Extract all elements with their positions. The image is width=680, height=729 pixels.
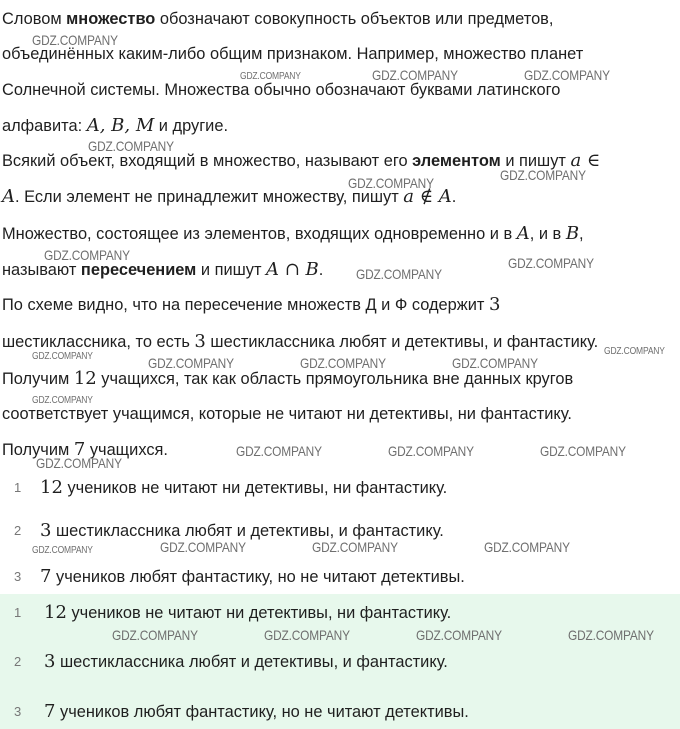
watermark: GDZ.COMPANY bbox=[44, 247, 130, 263]
watermark: GDZ.COMPANY bbox=[452, 355, 538, 371]
answer-index: 2 bbox=[14, 653, 22, 669]
watermark: GDZ.COMPANY bbox=[372, 67, 458, 83]
definition-intersection-line-1: Множество, состоящее из элементов, входящих одновременно и в A, и в B, bbox=[2, 223, 584, 244]
watermark: GDZ.COMPANY bbox=[416, 627, 502, 643]
math-intersection: A ∩ B bbox=[266, 259, 319, 280]
watermark: GDZ.COMPANY bbox=[348, 175, 434, 191]
watermark: GDZ.COMPANY bbox=[236, 443, 322, 459]
answer-item-1: 1 12 учеников не читают ни детективы, ни фантастику. bbox=[14, 476, 448, 498]
solution-line-5: Получим 7 учащихся. bbox=[2, 439, 168, 460]
watermark: GDZ.COMPANY bbox=[32, 32, 118, 48]
watermark: GDZ.COMPANY bbox=[484, 539, 570, 555]
definition-element-line-1: Всякий объект, входящий в множество, называют его элементом и пишут a ∈ bbox=[2, 150, 601, 171]
watermark: GDZ.COMPANY bbox=[500, 167, 586, 183]
watermark: GDZ.COMPANY bbox=[300, 355, 386, 371]
answer-index: 3 bbox=[14, 568, 22, 584]
watermark: GDZ.COMPANY bbox=[388, 443, 474, 459]
highlighted-answer-item-2: 2 3 шестиклассника любят и детективы, и фантастику. bbox=[14, 650, 448, 672]
answer-index: 1 bbox=[14, 604, 22, 620]
answer-index: 3 bbox=[14, 703, 22, 719]
answer-index: 1 bbox=[14, 479, 22, 495]
watermark: GDZ.COMPANY bbox=[32, 395, 93, 406]
watermark: GDZ.COMPANY bbox=[240, 71, 301, 82]
watermark: GDZ.COMPANY bbox=[32, 351, 93, 362]
watermark: GDZ.COMPANY bbox=[36, 455, 122, 471]
answer-item-2: 2 3 шестиклассника любят и детективы, и фантастику. bbox=[14, 519, 444, 541]
watermark: GDZ.COMPANY bbox=[264, 627, 350, 643]
term-element: элементом bbox=[412, 152, 501, 170]
watermark: GDZ.COMPANY bbox=[568, 627, 654, 643]
watermark: GDZ.COMPANY bbox=[356, 266, 442, 282]
solution-line-2: шестиклассника, то есть 3 шестиклассника любят и детективы, и фантастику. bbox=[2, 331, 599, 352]
watermark: GDZ.COMPANY bbox=[148, 355, 234, 371]
answer-index: 2 bbox=[14, 522, 22, 538]
watermark: GDZ.COMPANY bbox=[32, 545, 93, 556]
definition-element-line-2: A. Если элемент не принадлежит множеству, пишут a ∉ A. bbox=[2, 186, 457, 207]
term-set: множество bbox=[66, 10, 156, 28]
solution-line-4: соответствует учащимся, которые не читают ни детективы, ни фантастику. bbox=[2, 405, 572, 423]
watermark: GDZ.COMPANY bbox=[524, 67, 610, 83]
watermark: GDZ.COMPANY bbox=[160, 539, 246, 555]
math-letters: A, B, M bbox=[86, 115, 155, 136]
watermark: GDZ.COMPANY bbox=[508, 255, 594, 271]
definition-set-line-3: Солнечной системы. Множества обычно обозначают буквами латинского bbox=[2, 81, 561, 99]
definition-set-line-1: Словом множество обозначают совокупность объектов или предметов, bbox=[2, 10, 554, 28]
watermark: GDZ.COMPANY bbox=[540, 443, 626, 459]
watermark: GDZ.COMPANY bbox=[312, 539, 398, 555]
math-belongs: a ∈ bbox=[570, 150, 601, 171]
definition-set-line-4: алфавита: A, B, M и другие. bbox=[2, 115, 229, 136]
definition-intersection-line-2: называют пересечением и пишут A ∩ B. bbox=[2, 259, 324, 280]
solution-line-3: Получим 12 учащихся, так как область прямоугольника вне данных кругов bbox=[2, 368, 574, 389]
highlighted-answer-item-3: 3 7 учеников любят фантастику, но не читают детективы. bbox=[14, 700, 469, 722]
highlighted-answer-item-1: 1 12 учеников не читают ни детективы, ни фантастику. bbox=[14, 601, 452, 623]
watermark: GDZ.COMPANY bbox=[604, 346, 665, 357]
watermark: GDZ.COMPANY bbox=[88, 138, 174, 154]
watermark: GDZ.COMPANY bbox=[112, 627, 198, 643]
math-not-belongs: a ∉ A bbox=[403, 186, 452, 207]
definition-set-line-2: объединённых каким-либо общим признаком. Например, множество планет bbox=[2, 45, 584, 63]
term-intersection: пересечением bbox=[80, 261, 197, 279]
answer-item-3: 3 7 учеников любят фантастику, но не читают детективы. bbox=[14, 565, 465, 587]
solution-line-1: По схеме видно, что на пересечение множеств Д и Ф содержит 3 bbox=[2, 294, 501, 315]
